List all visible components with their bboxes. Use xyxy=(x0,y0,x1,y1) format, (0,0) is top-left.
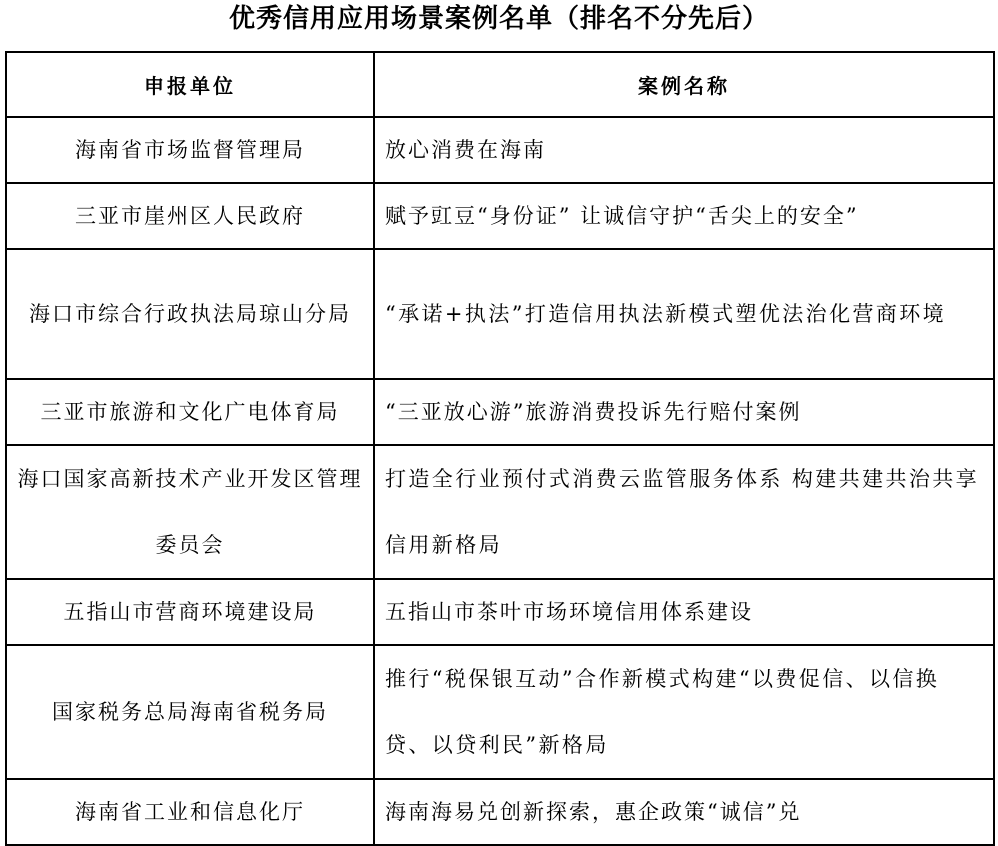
page-title: 优秀信用应用场景案例名单（排名不分先后） xyxy=(228,4,769,34)
table-row xyxy=(6,579,994,645)
table-row xyxy=(6,117,994,183)
header-case: 案例名称 xyxy=(374,52,994,117)
cell-unit: 海南省市场监督管理局 xyxy=(6,117,374,183)
cell-case: “三亚放心游”旅游消费投诉先行赔付案例 xyxy=(374,379,994,445)
cell-case: 五指山市茶叶市场环境信用体系建设 xyxy=(374,579,994,645)
cell-unit: 海口国家高新技术产业开发区管理委员会 xyxy=(6,445,374,579)
cell-case: 海南海易兑创新探索，惠企政策“诚信”兑 xyxy=(374,779,994,845)
table-row xyxy=(6,183,994,249)
cell-case: 打造全行业预付式消费云监管服务体系 构建共建共治共享信用新格局 xyxy=(374,445,994,579)
table-row xyxy=(6,779,994,845)
header-unit: 申报单位 xyxy=(6,52,374,117)
cell-case: 推行“税保银互动”合作新模式构建“以费促信、以信换贷、以贷利民”新格局 xyxy=(374,645,994,779)
table-row xyxy=(6,379,994,445)
table-row xyxy=(6,249,994,379)
cell-unit: 三亚市崖州区人民政府 xyxy=(6,183,374,249)
cell-unit: 五指山市营商环境建设局 xyxy=(6,579,374,645)
cell-case: “承诺+执法”打造信用执法新模式塑优法治化营商环境 xyxy=(374,249,994,379)
cell-unit: 海南省工业和信息化厅 xyxy=(6,779,374,845)
table-header-row xyxy=(6,52,994,117)
cell-unit: 三亚市旅游和文化广电体育局 xyxy=(6,379,374,445)
case-list-table xyxy=(5,51,995,846)
cell-unit: 国家税务总局海南省税务局 xyxy=(6,645,374,779)
cell-case: 赋予豇豆“身份证” 让诚信守护“舌尖上的安全” xyxy=(374,183,994,249)
table-row xyxy=(6,445,994,579)
cell-unit: 海口市综合行政执法局琼山分局 xyxy=(6,249,374,379)
table-row xyxy=(6,645,994,779)
cell-case: 放心消费在海南 xyxy=(374,117,994,183)
